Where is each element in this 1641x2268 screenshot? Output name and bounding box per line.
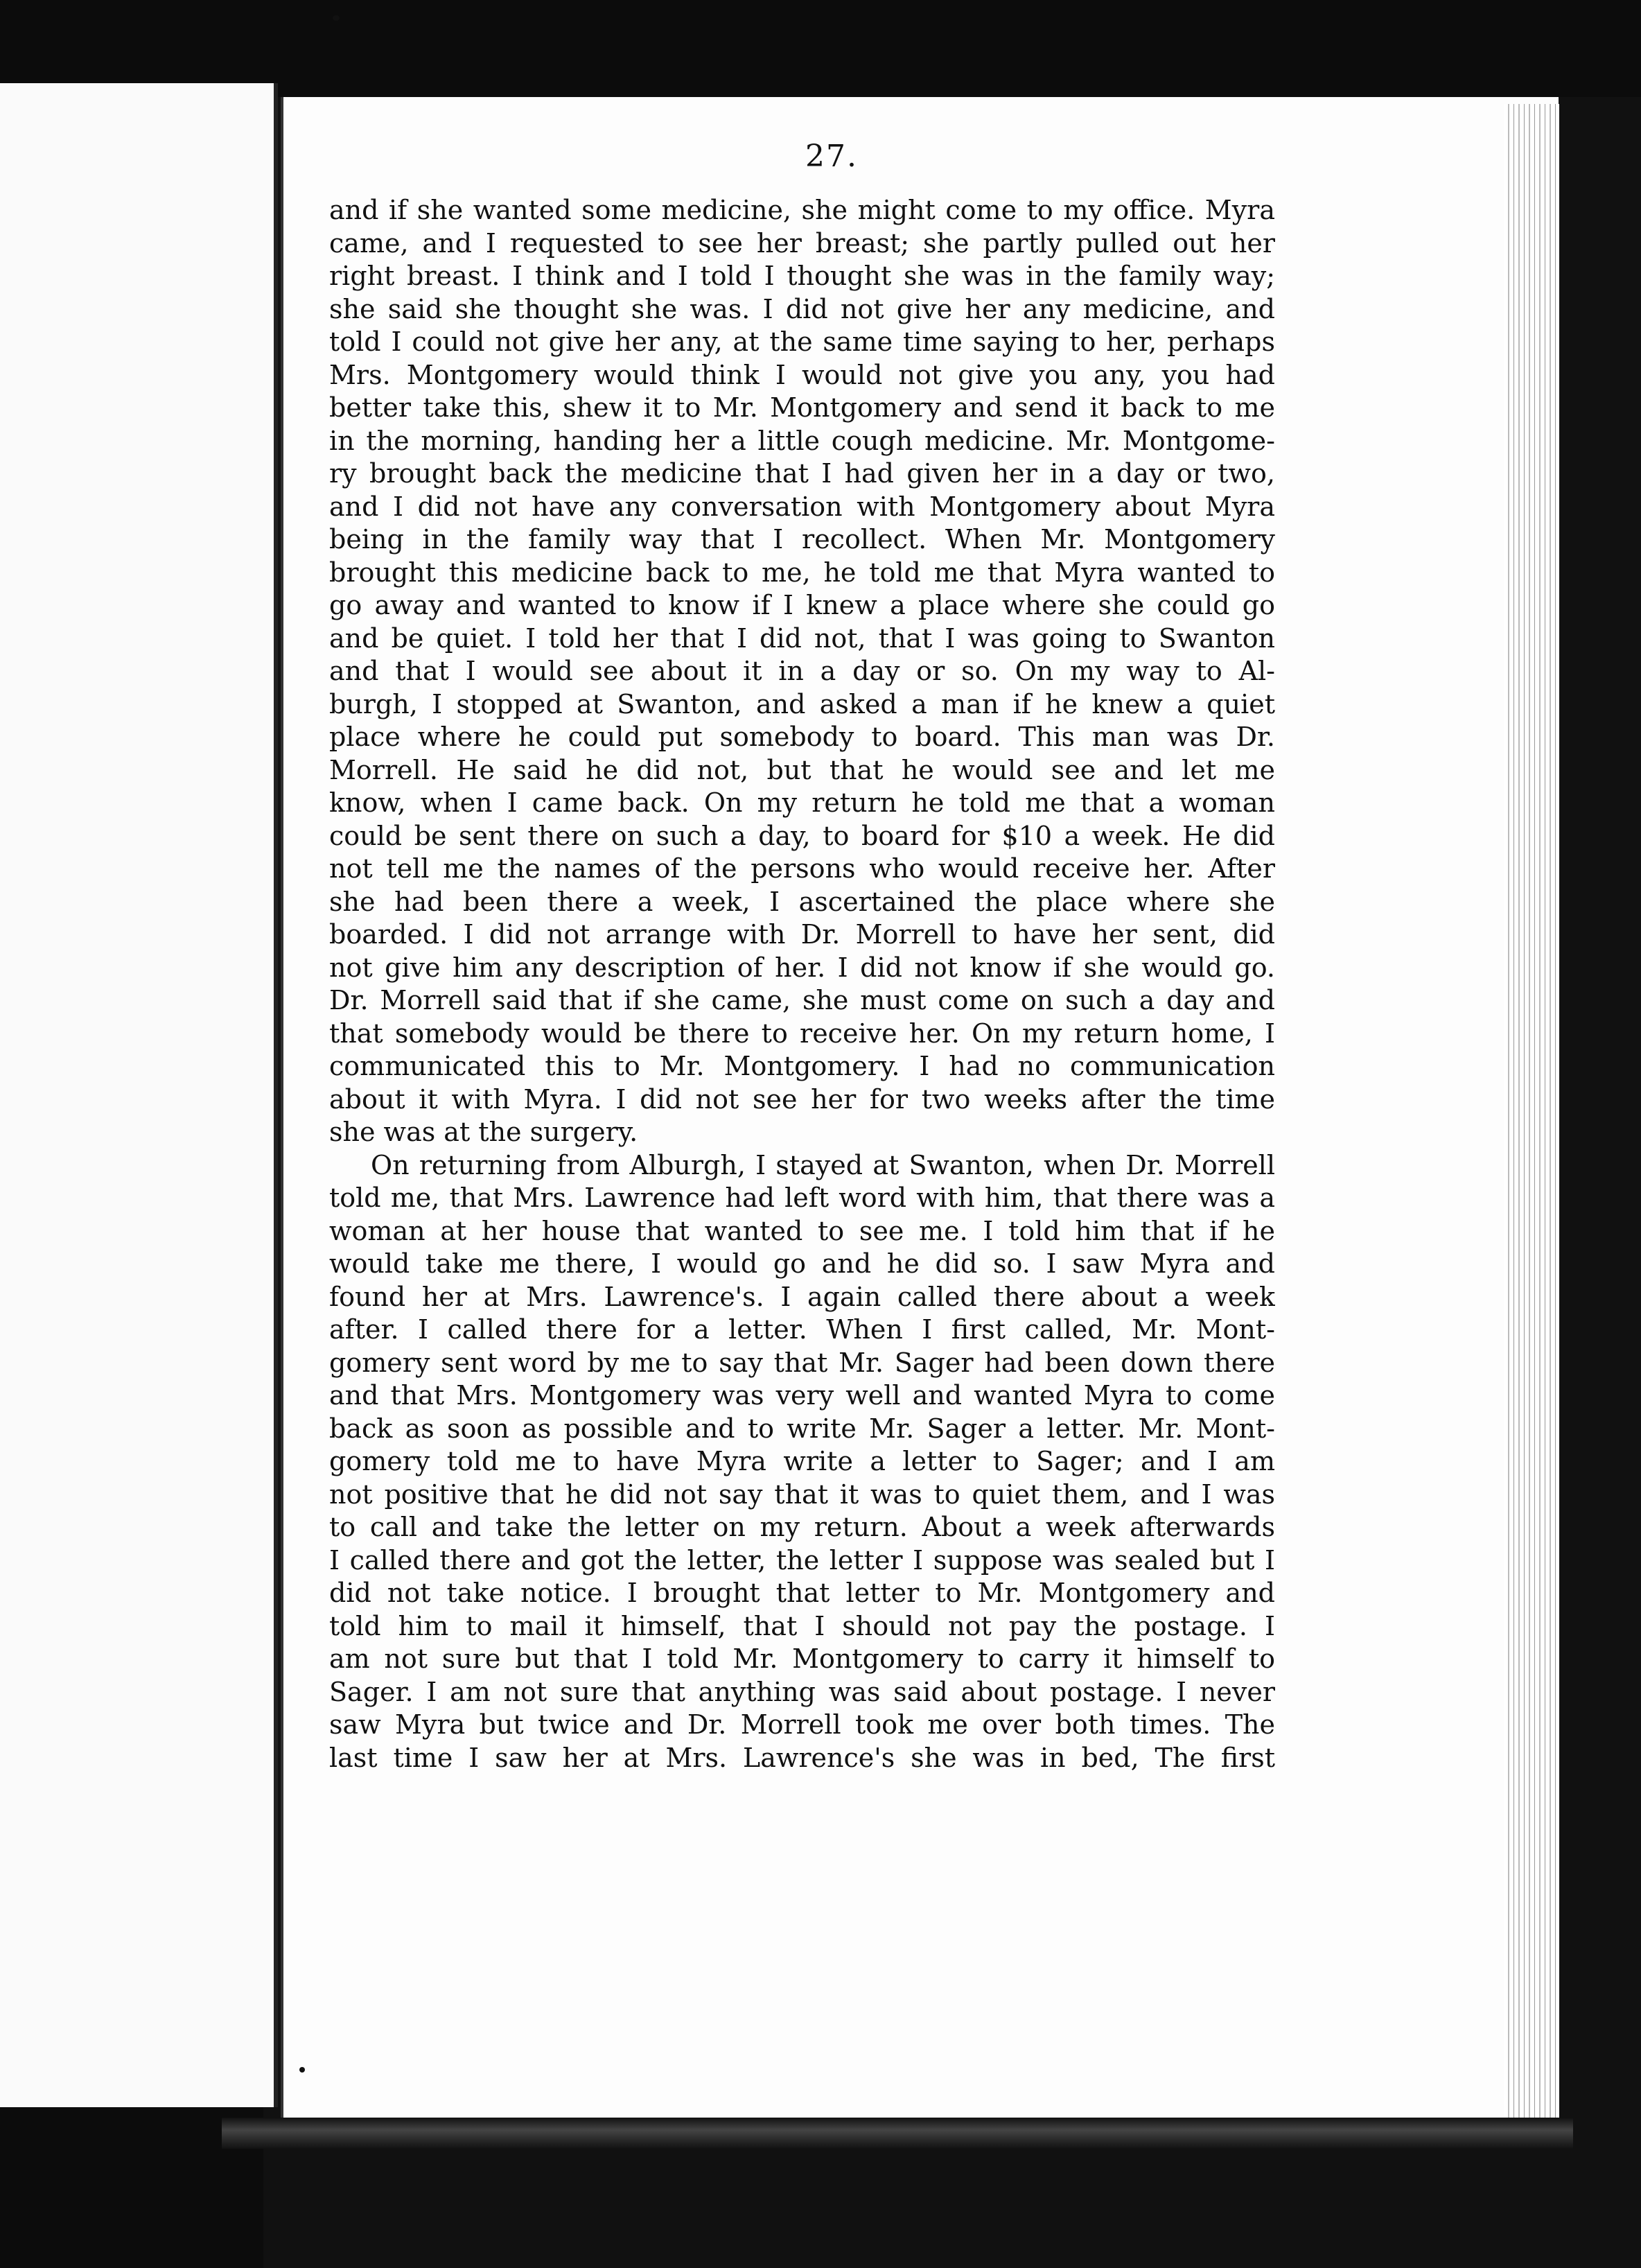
text-line: not positive that he did not say that it was to quiet them, and I was [329, 1478, 1275, 1510]
text-line: gomery sent word by me to say that Mr. Sager had been down there [329, 1347, 1275, 1378]
text-line: did not take notice. I brought that letter to Mr. Montgomery and [329, 1578, 1275, 1608]
text-line: boarded. I did not arrange with Dr. Morrell to have her sent, did [329, 919, 1275, 950]
page-edges [1504, 104, 1559, 2142]
text-line: being in the family way that I recollect. When Mr. Montgomery [329, 524, 1275, 555]
text-line: woman at her house that wanted to see me. I told him that if he [329, 1215, 1275, 1246]
text-line: that somebody would be there to receive her. On my return home, I [329, 1018, 1275, 1049]
text-line: ry brought back the medicine that I had given her in a day or two, [329, 458, 1275, 489]
text-line: she said she thought she was. I did not give her any medicine, and [329, 293, 1275, 324]
text-line: gomery told me to have Myra write a letter to Sager; and I am [329, 1446, 1275, 1476]
text-line: told I could not give her any, at the same time saying to her, perhaps [329, 326, 1275, 357]
scan-speck [299, 2067, 305, 2073]
text-line: found her at Mrs. Lawrence's. I again called there about a week [329, 1281, 1275, 1312]
text-line: last time I saw her at Mrs. Lawrence's she was in bed, The first [329, 1742, 1275, 1773]
text-line: burgh, I stopped at Swanton, and asked a man if he knew a quiet [329, 688, 1275, 719]
text-line: to call and take the letter on my return. About a week afterwards [329, 1512, 1275, 1542]
text-line: she was at the surgery. [329, 1117, 638, 1147]
text-line: would take me there, I would go and he did so. I saw Myra and [329, 1248, 1275, 1279]
text-line: told him to mail it himself, that I should not pay the postage. I [329, 1610, 1275, 1641]
text-line: I called there and got the letter, the letter I suppose was sealed but I [329, 1544, 1275, 1576]
text-line: am not sure but that I told Mr. Montgomery to carry it himself to [329, 1643, 1275, 1674]
text-line: in the morning, handing her a little cough medicine. Mr. Montgome- [329, 425, 1275, 456]
text-line: about it with Myra. I did not see her for two weeks after the time [329, 1083, 1275, 1115]
text-line: brought this medicine back to me, he told me that Myra wanted to [329, 557, 1275, 588]
text-line: and that Mrs. Montgomery was very well and wanted Myra to come [329, 1380, 1275, 1411]
text-line: and be quiet. I told her that I did not, that I was going to Swanton [329, 622, 1275, 654]
text-line: Mrs. Montgomery would think I would not give you any, you had [329, 359, 1275, 390]
text-line: told me, that Mrs. Lawrence had left word with him, that there was a [329, 1183, 1275, 1213]
text-line: Dr. Morrell said that if she came, she must come on such a day and [329, 985, 1275, 1015]
paragraph-1 [329, 194, 1275, 1149]
text-line: place where he could put somebody to board. This man was Dr. [329, 722, 1275, 752]
body-text [329, 194, 1275, 1774]
text-line: after. I called there for a letter. When I first called, Mr. Mont- [329, 1314, 1275, 1345]
text-line: not give him any description of her. I did not know if she would go. [329, 952, 1275, 983]
text-line: and I did not have any conversation with Montgomery about Myra [329, 491, 1275, 522]
text-line: she had been there a week, I ascertained the place where she [329, 886, 1275, 917]
text-line: Morrell. He said he did not, but that he would see and let me [329, 754, 1275, 785]
page-number: 27. [805, 139, 858, 174]
text-line: saw Myra but twice and Dr. Morrell took me over both times. The [329, 1709, 1275, 1740]
text-line: On returning from Alburgh, I stayed at Swanton, when Dr. Morrell [371, 1149, 1275, 1180]
text-line: and that I would see about it in a day or so. On my way to Al- [329, 656, 1275, 686]
text-line: communicated this to Mr. Montgomery. I had no communication [329, 1051, 1275, 1081]
text-line: could be sent there on such a day, to board for $10 a week. He did [329, 820, 1275, 851]
text-line: go away and wanted to know if I knew a place where she could go [329, 590, 1275, 620]
text-line: Sager. I am not sure that anything was said about postage. I never [329, 1676, 1275, 1707]
facing-page [0, 83, 278, 2107]
scan-speck [333, 15, 340, 21]
bottom-shadow [222, 2118, 1573, 2149]
text-line: better take this, shew it to Mr. Montgomery and send it back to me [329, 392, 1275, 423]
text-line: came, and I requested to see her breast; she partly pulled out her [329, 227, 1275, 259]
text-line: not tell me the names of the persons who would receive her. After [329, 853, 1275, 884]
text-line: and if she wanted some medicine, she might come to my office. Myra [329, 195, 1275, 225]
paragraph-2 [329, 1149, 1275, 1775]
text-line: know, when I came back. On my return he told me that a woman [329, 787, 1275, 818]
text-line: back as soon as possible and to write Mr. Sager a letter. Mr. Mont- [329, 1413, 1275, 1444]
text-line: right breast. I think and I told I thought she was in the family way; [329, 261, 1275, 291]
